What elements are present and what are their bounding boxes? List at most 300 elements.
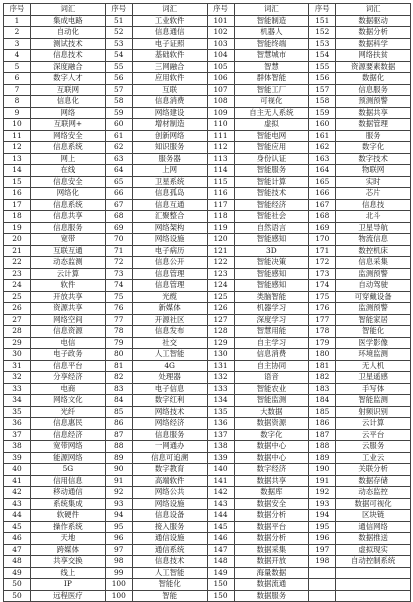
word-cell: 电子证照	[132, 38, 207, 50]
index-cell: 54	[105, 50, 132, 62]
word-cell: 数据中心	[234, 441, 309, 453]
word-cell: 数字经济	[234, 464, 309, 476]
word-cell: 光缆	[132, 291, 207, 303]
word-cell: 数据流通	[234, 579, 309, 591]
index-cell: 4	[4, 50, 31, 62]
index-cell: 151	[309, 15, 336, 27]
index-cell: 178	[309, 326, 336, 338]
word-cell: 应用软件	[132, 73, 207, 85]
table-row	[4, 291, 411, 303]
index-cell: 85	[105, 406, 132, 418]
index-cell: 157	[309, 84, 336, 96]
word-cell: 深度学习	[234, 314, 309, 326]
word-cell: 自动化	[31, 27, 106, 39]
word-cell: 在线	[31, 165, 106, 177]
word-cell: 网络设施	[132, 498, 207, 510]
index-cell: 117	[207, 199, 234, 211]
word-cell: 网络	[31, 107, 106, 119]
table-row	[4, 268, 411, 280]
index-cell: 92	[105, 487, 132, 499]
word-cell: 处理器	[132, 372, 207, 384]
table-row	[4, 96, 411, 108]
index-cell: 147	[207, 544, 234, 556]
index-cell: 175	[309, 291, 336, 303]
word-cell: 智能决策	[234, 257, 309, 269]
table-row	[4, 326, 411, 338]
word-cell: 通信网络	[336, 521, 411, 533]
word-cell: 宽带网络	[31, 441, 106, 453]
index-cell: 30	[4, 349, 31, 361]
index-cell: 25	[4, 291, 31, 303]
index-cell: 142	[207, 487, 234, 499]
word-cell: 人工智能	[132, 349, 207, 361]
word-cell: 机器人	[234, 27, 309, 39]
index-cell: 51	[105, 15, 132, 27]
index-cell: 1	[4, 15, 31, 27]
word-cell: 信息服务	[31, 222, 106, 234]
index-cell: 46	[4, 533, 31, 545]
index-cell: 182	[309, 372, 336, 384]
index-cell: 19	[4, 222, 31, 234]
word-cell: 信息公开	[132, 257, 207, 269]
word-cell: 光纤	[31, 406, 106, 418]
index-cell: 162	[309, 142, 336, 154]
word-cell: 分享经济	[31, 372, 106, 384]
index-cell: 101	[207, 15, 234, 27]
index-cell: 141	[207, 475, 234, 487]
index-cell: 3	[4, 38, 31, 50]
word-cell: 数字化	[234, 429, 309, 441]
word-cell: 自主无人系统	[234, 107, 309, 119]
index-cell: 47	[4, 544, 31, 556]
table-row	[4, 337, 411, 349]
index-cell: 72	[105, 257, 132, 269]
index-cell: 61	[105, 130, 132, 142]
word-cell: 信息经济	[31, 429, 106, 441]
word-cell: 共享交换	[31, 556, 106, 568]
word-cell	[336, 579, 411, 591]
table-row	[4, 475, 411, 487]
word-cell: 信息资源	[31, 326, 106, 338]
index-cell: 152	[309, 27, 336, 39]
word-cell: 一网通办	[132, 441, 207, 453]
index-cell: 148	[207, 556, 234, 568]
word-cell: 数据安全	[234, 498, 309, 510]
index-cell: 106	[207, 73, 234, 85]
word-cell: 网络经济	[132, 418, 207, 430]
word-cell: 电子病历	[132, 245, 207, 257]
table-row	[4, 119, 411, 131]
index-cell: 129	[207, 337, 234, 349]
index-cell: 17	[4, 199, 31, 211]
index-cell: 116	[207, 188, 234, 200]
table-row	[4, 360, 411, 372]
word-cell: 信息技术	[132, 556, 207, 568]
word-cell: 信息化	[31, 96, 106, 108]
table-row	[4, 510, 411, 522]
word-cell: 通信设施	[132, 533, 207, 545]
word-cell: 开源社区	[132, 314, 207, 326]
index-cell: 81	[105, 360, 132, 372]
word-cell: 社交	[132, 337, 207, 349]
index-cell: 183	[309, 383, 336, 395]
word-cell: 射频识别	[336, 406, 411, 418]
word-cell: 工业软件	[132, 15, 207, 27]
word-cell: 自主学习	[234, 337, 309, 349]
word-cell: 电商	[31, 383, 106, 395]
index-cell	[309, 579, 336, 591]
index-cell: 112	[207, 142, 234, 154]
index-cell: 63	[105, 153, 132, 165]
word-cell: IP	[31, 579, 106, 591]
word-cell: 数据资源	[234, 418, 309, 430]
word-cell: 资源共享	[31, 303, 106, 315]
index-cell: 91	[105, 475, 132, 487]
index-cell: 8	[4, 96, 31, 108]
index-cell: 137	[207, 429, 234, 441]
word-cell: 信息消费	[132, 96, 207, 108]
index-cell: 153	[309, 38, 336, 50]
index-cell: 24	[4, 280, 31, 292]
index-cell: 134	[207, 395, 234, 407]
index-cell: 170	[309, 234, 336, 246]
word-cell: 数字人才	[31, 73, 106, 85]
table-row	[4, 441, 411, 453]
index-cell: 198	[309, 556, 336, 568]
word-cell: 信息服务	[132, 429, 207, 441]
index-cell: 55	[105, 61, 132, 73]
word-cell: 接入服务	[132, 521, 207, 533]
index-cell: 53	[105, 38, 132, 50]
word-cell: 智能感知	[234, 280, 309, 292]
word-cell: 高端软件	[132, 475, 207, 487]
word-cell: 资源要素数据	[336, 61, 411, 73]
word-cell: 网络建设	[132, 107, 207, 119]
word-cell: 数字教育	[132, 464, 207, 476]
index-cell: 109	[207, 107, 234, 119]
word-cell: 软件	[31, 280, 106, 292]
word-cell: 智能监测	[336, 395, 411, 407]
index-cell: 107	[207, 84, 234, 96]
table-row	[4, 222, 411, 234]
word-cell: 工业云	[336, 452, 411, 464]
word-cell: 信息互通	[132, 199, 207, 211]
word-cell: 服务	[336, 130, 411, 142]
word-cell: 智能经济	[234, 199, 309, 211]
word-cell: 虚拟	[234, 119, 309, 131]
word-cell: 数字化	[336, 142, 411, 154]
table-row	[4, 590, 411, 602]
index-cell: 171	[309, 245, 336, 257]
word-cell: 信息孤岛	[132, 188, 207, 200]
word-cell: 监测预警	[336, 268, 411, 280]
index-cell: 29	[4, 337, 31, 349]
header-word: 词汇	[336, 4, 411, 16]
table-body	[4, 15, 411, 602]
index-cell: 31	[4, 360, 31, 372]
word-cell: 智能化	[132, 579, 207, 591]
index-cell: 139	[207, 452, 234, 464]
index-cell: 98	[105, 556, 132, 568]
word-cell: 数据可视化	[336, 498, 411, 510]
index-cell: 164	[309, 165, 336, 177]
word-cell: 上网	[132, 165, 207, 177]
index-cell: 154	[309, 50, 336, 62]
word-cell: 智能化	[336, 326, 411, 338]
word-cell: 智能监测	[234, 395, 309, 407]
index-cell: 22	[4, 257, 31, 269]
index-cell: 44	[4, 510, 31, 522]
index-cell: 132	[207, 372, 234, 384]
word-cell: 数据库	[234, 487, 309, 499]
word-cell: 信用信息	[31, 475, 106, 487]
index-cell: 79	[105, 337, 132, 349]
index-cell: 45	[4, 521, 31, 533]
word-cell: 区块链	[336, 510, 411, 522]
index-cell: 169	[309, 222, 336, 234]
table-row	[4, 349, 411, 361]
word-cell: 深度融合	[31, 61, 106, 73]
table-row	[4, 303, 411, 315]
word-cell: 信息技	[336, 199, 411, 211]
index-cell: 100	[105, 590, 132, 602]
word-cell: 海量数据	[234, 567, 309, 579]
index-cell: 15	[4, 176, 31, 188]
index-cell: 99	[105, 567, 132, 579]
index-cell: 131	[207, 360, 234, 372]
table-row	[4, 61, 411, 73]
word-cell: 增材制造	[132, 119, 207, 131]
index-cell: 155	[309, 61, 336, 73]
index-cell: 38	[4, 441, 31, 453]
word-cell: 服务器	[132, 153, 207, 165]
index-cell: 184	[309, 395, 336, 407]
index-cell: 49	[4, 567, 31, 579]
word-cell: 智能服务	[234, 165, 309, 177]
word-cell: 大数据	[234, 406, 309, 418]
word-cell: 信息发布	[132, 326, 207, 338]
index-cell: 194	[309, 510, 336, 522]
word-cell: 可穿戴设备	[336, 291, 411, 303]
word-cell: 无人机	[336, 360, 411, 372]
word-cell: 数据服务	[234, 590, 309, 602]
index-cell: 97	[105, 544, 132, 556]
word-cell: 4G	[132, 360, 207, 372]
index-cell: 87	[105, 429, 132, 441]
index-cell: 93	[105, 498, 132, 510]
word-cell: 芯片	[336, 188, 411, 200]
index-cell: 68	[105, 211, 132, 223]
table-row	[4, 406, 411, 418]
word-cell: 信息管理	[132, 268, 207, 280]
index-cell: 195	[309, 521, 336, 533]
index-cell: 94	[105, 510, 132, 522]
word-cell: 测试技术	[31, 38, 106, 50]
word-cell: 智慧用能	[234, 326, 309, 338]
index-cell: 123	[207, 268, 234, 280]
word-cell: 数据分析	[234, 533, 309, 545]
word-cell: 网络文化	[31, 395, 106, 407]
index-cell: 127	[207, 314, 234, 326]
word-cell: 网络设施	[132, 234, 207, 246]
word-cell: 网络化	[31, 188, 106, 200]
index-cell: 20	[4, 234, 31, 246]
index-cell: 185	[309, 406, 336, 418]
index-cell: 190	[309, 464, 336, 476]
index-cell: 114	[207, 165, 234, 177]
word-cell: 开放共享	[31, 291, 106, 303]
index-cell: 118	[207, 211, 234, 223]
word-cell: 数据平台	[234, 521, 309, 533]
index-cell: 14	[4, 165, 31, 177]
word-cell: 智能应用	[234, 142, 309, 154]
index-cell: 52	[105, 27, 132, 39]
word-cell: 医学影像	[336, 337, 411, 349]
index-cell: 23	[4, 268, 31, 280]
word-cell: 网络扶贫	[336, 50, 411, 62]
word-cell: 信息可追溯	[132, 452, 207, 464]
index-cell: 191	[309, 475, 336, 487]
index-cell: 172	[309, 257, 336, 269]
index-cell: 13	[4, 153, 31, 165]
word-cell: 预测预警	[336, 96, 411, 108]
word-cell: 新媒体	[132, 303, 207, 315]
index-cell: 104	[207, 50, 234, 62]
index-cell: 48	[4, 556, 31, 568]
index-cell: 27	[4, 314, 31, 326]
index-cell: 192	[309, 487, 336, 499]
table-row	[4, 544, 411, 556]
word-cell: 数据共享	[234, 475, 309, 487]
word-cell: 数字技术	[336, 153, 411, 165]
word-cell: 人工智能	[132, 567, 207, 579]
index-cell: 119	[207, 222, 234, 234]
word-cell: 数据分析	[336, 27, 411, 39]
index-cell: 10	[4, 119, 31, 131]
index-cell: 77	[105, 314, 132, 326]
index-cell: 28	[4, 326, 31, 338]
word-cell: 智慧	[234, 61, 309, 73]
index-cell: 21	[4, 245, 31, 257]
word-cell: 动态监测	[31, 257, 106, 269]
index-cell: 96	[105, 533, 132, 545]
word-cell: 智能制造	[234, 15, 309, 27]
word-cell: 云计算	[31, 268, 106, 280]
index-cell: 150	[207, 590, 234, 602]
word-cell: 自主协同	[234, 360, 309, 372]
table-row	[4, 153, 411, 165]
word-cell: 类脑智能	[234, 291, 309, 303]
word-cell: 创新网络	[132, 130, 207, 142]
word-cell: 数据采集	[234, 544, 309, 556]
word-cell: 数据科学	[336, 38, 411, 50]
index-cell: 86	[105, 418, 132, 430]
index-cell: 149	[207, 567, 234, 579]
table-header-row	[4, 4, 411, 16]
index-cell: 76	[105, 303, 132, 315]
index-cell: 2	[4, 27, 31, 39]
index-cell: 69	[105, 222, 132, 234]
index-cell: 113	[207, 153, 234, 165]
table-row	[4, 245, 411, 257]
word-cell: 动态监控	[336, 487, 411, 499]
word-cell: 机器学习	[234, 303, 309, 315]
index-cell: 71	[105, 245, 132, 257]
index-cell: 120	[207, 234, 234, 246]
word-cell: 软硬件	[31, 510, 106, 522]
word-cell: 数据存储	[336, 475, 411, 487]
index-cell: 180	[309, 349, 336, 361]
table-row	[4, 521, 411, 533]
word-cell: 数据推送	[336, 533, 411, 545]
word-cell: 信息共享	[31, 211, 106, 223]
word-cell: 互联网+	[31, 119, 106, 131]
table-row	[4, 38, 411, 50]
word-cell: 互联网	[31, 84, 106, 96]
index-cell: 177	[309, 314, 336, 326]
index-cell: 156	[309, 73, 336, 85]
table-row	[4, 383, 411, 395]
index-cell: 84	[105, 395, 132, 407]
word-cell: 信息系统	[31, 142, 106, 154]
word-cell: 数据化	[336, 73, 411, 85]
word-cell: 网络空间	[31, 314, 106, 326]
index-cell: 176	[309, 303, 336, 315]
word-cell: 信息服务	[336, 84, 411, 96]
index-cell: 196	[309, 533, 336, 545]
index-cell: 144	[207, 510, 234, 522]
word-cell: 信息通信	[132, 27, 207, 39]
index-cell: 158	[309, 96, 336, 108]
index-cell: 173	[309, 268, 336, 280]
table-row	[4, 372, 411, 384]
index-cell: 174	[309, 280, 336, 292]
index-cell: 89	[105, 452, 132, 464]
index-cell: 11	[4, 130, 31, 142]
index-cell: 143	[207, 498, 234, 510]
index-cell: 187	[309, 429, 336, 441]
index-cell: 64	[105, 165, 132, 177]
word-cell: 虚拟现实	[336, 544, 411, 556]
index-cell: 75	[105, 291, 132, 303]
word-cell: 信息管理	[132, 280, 207, 292]
index-cell: 26	[4, 303, 31, 315]
index-cell: 103	[207, 38, 234, 50]
word-cell: 智慧城市	[234, 50, 309, 62]
word-cell: 智能计算	[234, 176, 309, 188]
word-cell: 物联网	[336, 165, 411, 177]
word-cell: 云计算	[336, 418, 411, 430]
word-cell: 电信	[31, 337, 106, 349]
table-row	[4, 107, 411, 119]
word-cell: 能源网络	[31, 452, 106, 464]
word-cell	[336, 590, 411, 602]
index-cell: 150	[207, 579, 234, 591]
index-cell: 58	[105, 96, 132, 108]
index-cell: 7	[4, 84, 31, 96]
table-row	[4, 498, 411, 510]
index-cell: 133	[207, 383, 234, 395]
word-cell: 群体智能	[234, 73, 309, 85]
table-row	[4, 176, 411, 188]
index-cell: 186	[309, 418, 336, 430]
word-cell: 数据分析	[234, 510, 309, 522]
word-cell: 互联互通	[31, 245, 106, 257]
index-cell: 160	[309, 119, 336, 131]
word-cell: 操作系统	[31, 521, 106, 533]
word-cell: 环境监测	[336, 349, 411, 361]
table-row	[4, 418, 411, 430]
